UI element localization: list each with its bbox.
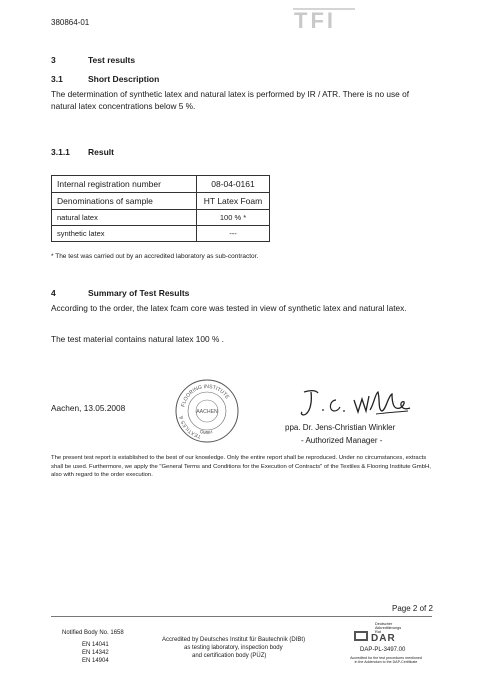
short-description-text: The determination of synthetic latex and natural latex is performed by IR / ATR. There is no use of natural latex concentrations below 5 %. [51,89,410,111]
dar-logo [354,630,404,644]
table-cell-label: synthetic latex [52,226,197,242]
dap-note: Accredited for the test procedures mentioned in the Addendum to the DAP-Certificate [350,656,422,665]
table-footnote: * The test was carried out by an accredited laboratory as sub-contractor. [51,253,259,260]
stamp-bottom-text: GMBH [199,428,213,436]
disclaimer-text: The present test report is established to the best of our knowledge. Only the entire report shall be reproduced. Under no circumstances, extracts shall be used. Furthermore, we apply the "General Terms and Conditions for the Execution of Contracts" of the Textiles & Flooring Institute GmbH, also with regard to the order execution. [51,455,431,478]
page-number: Page 2 of 2 [392,604,433,613]
summary-conclusion: The test material contains natural latex 100 % . [51,334,224,344]
table-cell-value: --- [197,226,270,242]
handwritten-signature [296,386,416,420]
section-4-title: Summary of Test Results [88,288,190,298]
section-3-title: Test results [88,55,136,65]
table-row [52,193,270,210]
table-cell-value: 100 % * [197,210,270,226]
signer-name: ppa. Dr. Jens-Christian Winkler [285,423,396,432]
section-4-number: 4 [51,288,56,298]
summary-text: According to the order, the latex fcam core was tested in view of synthetic latex and natural latex. [51,303,407,313]
footer-divider [51,616,432,617]
table-row [52,210,270,226]
section-3-1-1-number: 3.1.1 [51,147,70,157]
table-row [52,176,270,193]
signer-role: - Authorized Manager - [301,436,383,445]
accreditation-line: as testing laboratory, inspection body [184,645,283,651]
section-3-1-number: 3.1 [51,74,63,84]
table-cell-label: Internal registration number [52,176,197,193]
results-table [51,175,270,242]
accreditation-line: Accredited by Deutsches Institut für Bautechnik (DIBt) [162,637,306,643]
tfi-logo: TFI [294,8,336,33]
section-3-number: 3 [51,55,56,65]
table-cell-label: Denominations of sample [52,193,197,210]
standard-item: EN 14041 [82,642,109,648]
standard-item: EN 14904 [82,658,109,664]
dap-header: Deutscher Akkreditierungs Rat [375,622,402,634]
table-cell-value: 08-04-0161 [197,176,270,193]
standard-item: EN 14342 [82,650,109,656]
document-number: 380864-01 [51,18,90,27]
dap-number: DAP-PL-3497.00 [360,647,406,653]
table-cell-value: HT Latex Foam [197,193,270,210]
section-3-1-1-title: Result [88,147,114,157]
accreditation-line: and certification body (PÜZ) [192,653,267,659]
stamp-top-text: FLOORING INSTITUTE [180,383,231,408]
svg-text:DAR: DAR [371,633,396,644]
section-3-1-title: Short Description [88,74,160,84]
notified-body: Notified Body No. 1658 [62,630,124,636]
table-cell-label: natural latex [52,210,197,226]
place-date: Aachen, 13.05.2008 [51,403,126,413]
stamp-left-text: TEXTILES & [178,415,202,440]
institute-stamp [174,378,240,444]
table-row [52,226,270,242]
stamp-center-text: AACHEN [196,409,218,415]
